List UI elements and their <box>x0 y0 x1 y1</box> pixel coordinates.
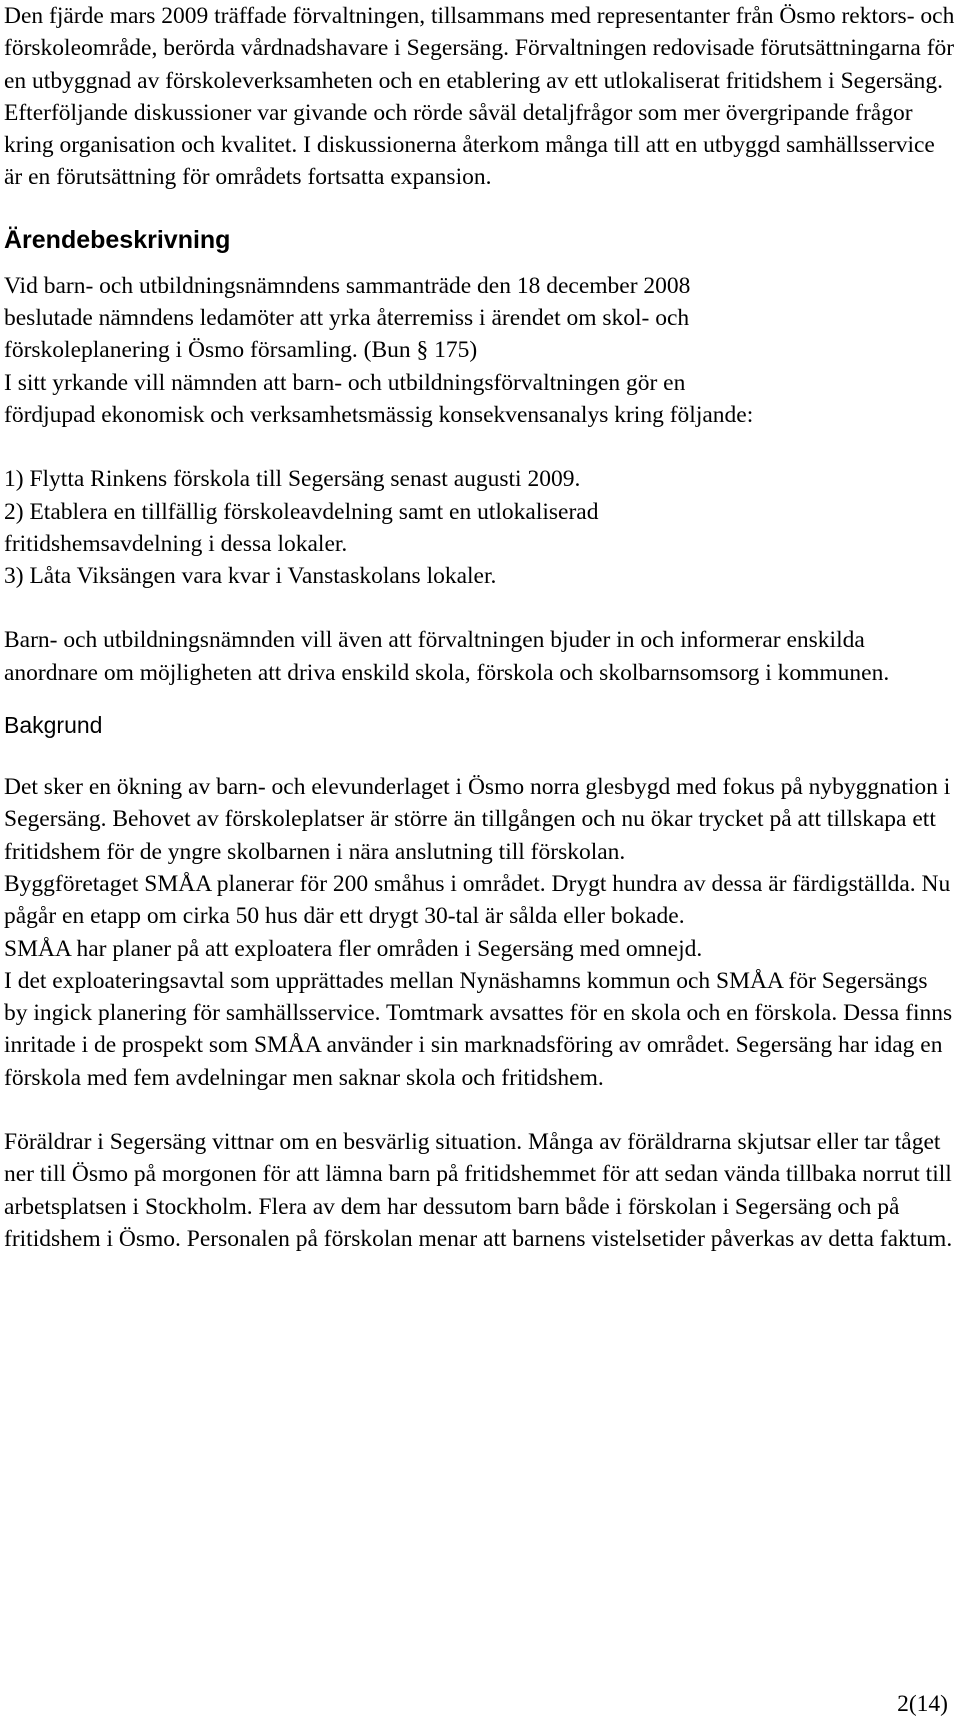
text-line: Vid barn- och utbildningsnämndens sammanträde den 18 december 2008 <box>4 272 691 299</box>
document-page <box>4 0 956 1255</box>
spacer <box>4 431 956 463</box>
text-line: I sitt yrkande vill nämnden att barn- och utbildningsförvaltningen gör en <box>4 369 686 396</box>
spacer <box>4 592 956 624</box>
list-item: 1) Flytta Rinkens förskola till Segersäng senast augusti 2009. <box>4 466 581 493</box>
section-heading-bakgrund: Bakgrund <box>4 712 103 739</box>
bakgrund-paragraph: I det exploateringsavtal som upprättades mellan Nynäshamns kommun och SMÅA för Segersängs by ingick planering för samhällsservice. Tomtmark avsattes för en skola och en förskola. Dessa finns inritade i de prospekt som SMÅA använder i sin marknadsföring av området. Segersäng har idag en förskola med fem avdelningar men saknar skola och fritidshem. <box>4 967 953 1091</box>
text-line: fördjupad ekonomisk och verksamhetsmässig konsekvensanalys kring följande: <box>4 401 754 428</box>
spacer <box>4 1094 956 1126</box>
arende-paragraph <box>4 270 956 431</box>
spacer <box>4 741 956 771</box>
intro-paragraph: Den fjärde mars 2009 träffade förvaltningen, tillsammans med representanter från Ösmo rektors- och förskoleområde, berörda vårdnadshavare i Segersäng. Förvaltningen redovisade förutsättningarna för en utbyggnad av förskoleverksamheten och en etablering av ett utlokaliserat fritidshem i Segersäng. Efterföljande diskussioner var givande och rörde såväl detaljfrågor som mer övergripande frågor kring organisation och kvalitet. I diskussionerna återkom många till att en utbyggd samhällsservice är en förutsättning för områdets fortsatta expansion. <box>4 3 955 191</box>
list-item-continued: fritidshemsavdelning i dessa lokaler. <box>4 530 348 557</box>
list-item: 2) Etablera en tillfällig förskoleavdelning samt en utlokaliserad <box>4 498 599 525</box>
spacer <box>4 689 956 709</box>
spacer <box>4 194 956 224</box>
bakgrund-paragraph: Byggföretaget SMÅA planerar för 200 småhus i området. Drygt hundra av dessa är färdigställda. Nu pågår en etapp om cirka 50 hus där ett drygt 30-tal är sålda eller bokade. <box>4 870 951 930</box>
page-number: 2(14) <box>897 1691 948 1717</box>
bakgrund-paragraph: SMÅA har planer på att exploatera fler områden i Segersäng med omnejd. <box>4 935 703 962</box>
section-heading-arendebeskrivning: Ärendebeskrivning <box>4 225 231 254</box>
text-line: beslutade nämndens ledamöter att yrka återremiss i ärendet om skol- och <box>4 305 690 332</box>
list-item: 3) Låta Viksängen vara kvar i Vanstaskolans lokaler. <box>4 563 497 590</box>
bakgrund-paragraph: Föräldrar i Segersäng vittnar om en besvärlig situation. Många av föräldrarna skjutsar eller tar tåget ner till Ösmo på morgonen för att lämna barn på fritidshemmet för att sedan vända tillbaka norrut till arbetsplatsen i Stockholm. Flera av dem har dessutom barn både i förskolan i Segersäng och på fritidshem i Ösmo. Personalen på förskolan menar att barnens vistelsetider påverkas av detta faktum. <box>4 1129 953 1252</box>
numbered-list <box>4 463 956 592</box>
spacer <box>4 256 956 270</box>
text-line: förskoleplanering i Ösmo församling. (Bun § 175) <box>4 337 478 364</box>
bakgrund-paragraph: Det sker en ökning av barn- och elevunderlaget i Ösmo norra glesbygd med fokus på nybyggnation i Segersäng. Behovet av förskoleplatser är större än tillgången och nu ökar trycket på att tillskapa ett fritidshem för de yngre skolbarnen i nära anslutning till förskolan. <box>4 774 951 865</box>
arende-paragraph-2: Barn- och utbildningsnämnden vill även att förvaltningen bjuder in och informerar enskilda anordnare om möjligheten att driva enskild skola, förskola och skolbarnsomsorg i kommunen. <box>4 627 890 686</box>
